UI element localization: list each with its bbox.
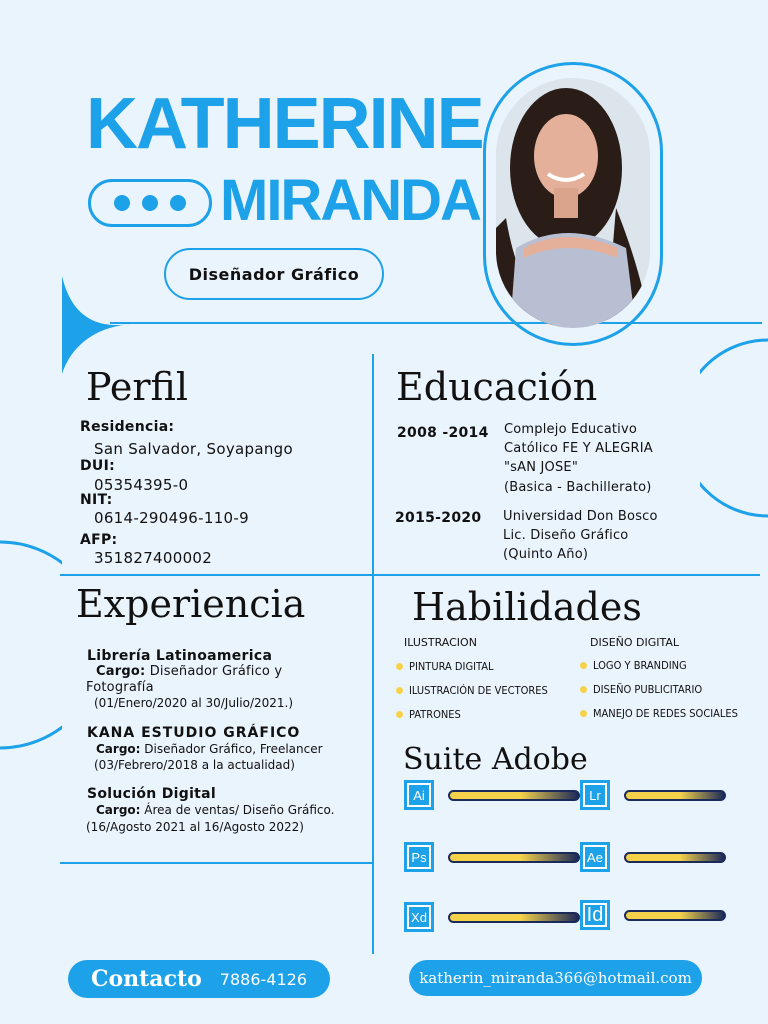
skill-bar — [624, 910, 726, 921]
nit-value: 0614-290496-110-9 — [94, 509, 249, 527]
divider-center-top — [372, 354, 374, 954]
skills-col2 — [580, 653, 738, 725]
decorative-curve-left — [0, 270, 140, 380]
dui-value: 05354395-0 — [94, 476, 189, 494]
contact-email-pill[interactable] — [409, 960, 702, 996]
dot-icon — [170, 195, 186, 211]
skill-bar — [624, 790, 726, 801]
lightroom-icon: Lr — [580, 780, 610, 810]
skill-item: DISEÑO PUBLICITARIO — [580, 677, 738, 701]
residencia-label: Residencia: — [80, 419, 175, 435]
skill-bar — [448, 912, 580, 923]
adobe-row-ae — [580, 842, 726, 872]
decorative-arc-left — [0, 540, 62, 750]
dot-icon — [142, 195, 158, 211]
exp-dates-1: (01/Enero/2020 al 30/Julio/2021.) — [94, 696, 294, 710]
exp-cargo-1b: Fotografía — [86, 680, 154, 695]
indesign-icon: Id — [580, 900, 610, 930]
edu-line: Universidad Don Bosco — [503, 509, 658, 524]
exp-dates-2: (03/Febrero/2018 a la actualidad) — [94, 758, 295, 772]
last-name: MIRANDA — [220, 168, 480, 233]
contact-label: Contacto — [90, 966, 202, 992]
divider-bottom-left — [60, 862, 372, 864]
educacion-title: Educación — [396, 365, 598, 409]
first-name: KATHERINE — [86, 84, 483, 164]
photoshop-icon: Ps — [404, 842, 434, 872]
adobe-row-xd — [404, 902, 580, 932]
afp-value: 351827400002 — [94, 549, 213, 567]
skill-item: LOGO Y BRANDING — [580, 653, 738, 677]
habilidades-title: Habilidades — [412, 585, 642, 629]
bullet-icon — [580, 686, 587, 693]
skills-col1-title: ILUSTRACION — [404, 636, 477, 649]
exp-company-1: Librería Latinoamerica — [87, 648, 273, 664]
cargo-label: Cargo: — [96, 742, 141, 756]
exp-cargo-1 — [96, 664, 282, 679]
after-effects-icon: Ae — [580, 842, 610, 872]
perfil-title: Perfil — [86, 365, 189, 409]
adobe-row-ps — [404, 842, 580, 872]
cargo-value: Área de ventas/ Diseño Gráfico. — [144, 803, 335, 817]
exp-cargo-3 — [96, 803, 334, 817]
skill-bar — [624, 852, 726, 863]
divider-middle — [60, 574, 760, 576]
edu-line: Complejo Educativo — [504, 422, 638, 437]
edu-line: "sAN JOSE" — [504, 460, 579, 475]
role-badge: Diseñador Gráfico — [164, 248, 384, 300]
xd-icon: Xd — [404, 902, 434, 932]
edu-line: (Quinto Año) — [503, 547, 589, 562]
edu-years-2: 2015-2020 — [395, 510, 482, 526]
edu-line: (Basica - Bachillerato) — [504, 480, 652, 495]
skill-item: MANEJO DE REDES SOCIALES — [580, 701, 738, 725]
skill-item: ILUSTRACIÓN DE VECTORES — [396, 678, 548, 702]
bullet-icon — [396, 663, 403, 670]
exp-dates-3: (16/Agosto 2021 al 16/Agosto 2022) — [86, 820, 304, 834]
contact-email[interactable]: katherin_miranda366@hotmail.com — [419, 969, 692, 987]
exp-company-3: Solución Digital — [87, 786, 217, 802]
edu-line: Católico FE Y ALEGRIA — [504, 441, 653, 456]
cargo-label: Cargo: — [96, 803, 141, 817]
adobe-row-lr — [580, 780, 726, 810]
bullet-icon — [580, 662, 587, 669]
decorative-arc-right — [700, 338, 768, 518]
cargo-value: Diseñador Gráfico y — [149, 664, 283, 679]
contact-phone[interactable]: 7886-4126 — [219, 969, 308, 989]
bullet-icon — [396, 687, 403, 694]
divider-top — [110, 322, 762, 324]
edu-years-1: 2008 -2014 — [397, 425, 489, 441]
dui-label: DUI: — [80, 458, 115, 474]
exp-cargo-2 — [96, 742, 323, 756]
profile-photo — [496, 78, 650, 328]
exp-company-2: KANA ESTUDIO GRÁFICO — [87, 725, 301, 741]
adobe-title: Suite Adobe — [403, 742, 588, 777]
skill-bar — [448, 852, 580, 863]
skills-col2-title: DISEÑO DIGITAL — [590, 636, 680, 649]
bullet-icon — [580, 710, 587, 717]
contact-phone-pill — [68, 960, 330, 998]
cargo-label: Cargo: — [96, 664, 146, 679]
nit-label: NIT: — [80, 492, 113, 508]
edu-line: Lic. Diseño Gráfico — [503, 528, 629, 543]
afp-label: AFP: — [80, 532, 118, 548]
skill-item: PINTURA DIGITAL — [396, 654, 548, 678]
experiencia-title: Experiencia — [76, 582, 306, 626]
dots-badge — [88, 179, 212, 227]
adobe-row-ai — [404, 780, 580, 810]
skill-item: PATRONES — [396, 702, 548, 726]
dot-icon — [114, 195, 130, 211]
skills-col1 — [396, 654, 548, 726]
illustrator-icon: Ai — [404, 780, 434, 810]
cargo-value: Diseñador Gráfico, Freelancer — [144, 742, 323, 756]
skill-bar — [448, 790, 580, 801]
residencia-value: San Salvador, Soyapango — [94, 440, 293, 458]
bullet-icon — [396, 711, 403, 718]
adobe-row-id — [580, 900, 726, 930]
